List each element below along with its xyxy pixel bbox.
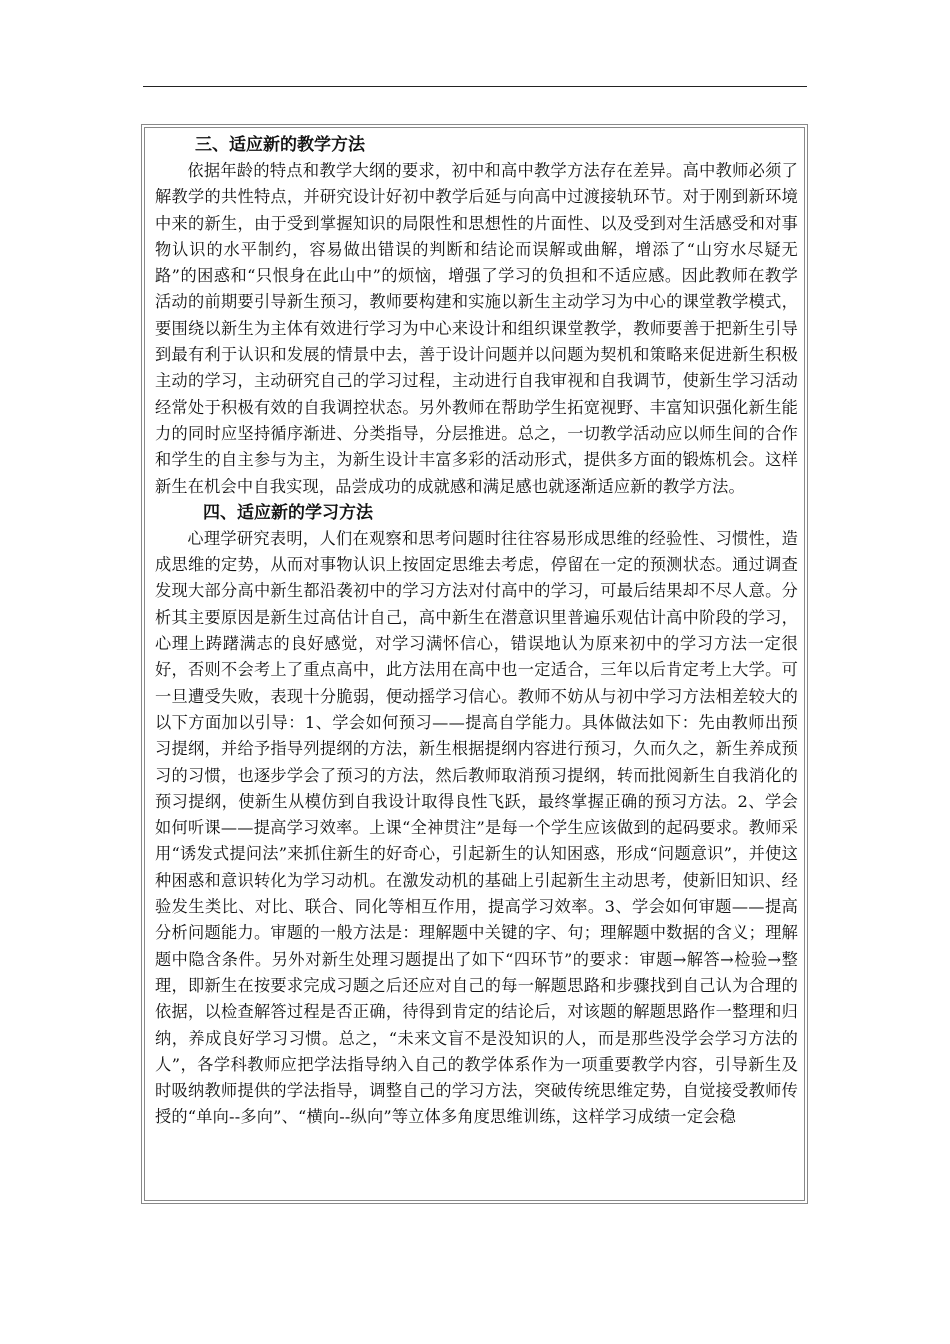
section-heading-3: 三、适应新的教学方法 <box>195 135 365 155</box>
section-heading-4: 四、适应新的学习方法 <box>203 502 373 523</box>
content-frame <box>141 124 808 1204</box>
content-frame-inner <box>144 127 805 1201</box>
section-body-4: 心理学研究表明，人们在观察和思考问题时往往容易形成思维的经验性、习惯性，造成思维的定势，从而对事物认识上按固定思维去考虑，停留在一定的预测状态。通过调查发现大部分高中新生都沿袭初中的学习方法对付高中的学习，可最后结果却不尽人意。分析其主要原因是新生过高估计自己，高中新生在潜意识里普遍乐观估计高中阶段的学习，心理上踌躇满志的良好感觉，对学习满怀信心，错误地认为原来初中的学习方法一定很好，否则不会考上了重点高中，此方法用在高中也一定适合，三年以后肯定考上大学。可一旦遭受失败，表现十分脆弱，便动摇学习信心。教师不妨从与初中学习方法相差较大的以下方面加以引导：1、学会如何预习——提高自学能力。具体做法如下：先由教师出预习提纲，并给予指导列提纲的方法，新生根据提纲内容进行预习，久而久之，新生养成预习的习惯，也逐步学会了预习的方法，然后教师取消预习提纲，转而批阅新生自我消化的预习提纲，使新生从模仿到自我设计取得良性飞跃，最终掌握正确的预习方法。2、学会如何听课——提高学习效率。上课“全神贯注”是每一个学生应该做到的起码要求。教师采用“诱发式提问法”来抓住新生的好奇心，引起新生的认知困惑，形成“问题意识”，并使这种困惑和意识转化为学习动机。在激发动机的基础上引起新生主动思考，使新旧知识、经验发生类比、对比、联合、同化等相互作用，提高学习效率。3、学会如何审题——提高分析问题能力。审题的一般方法是：理解题中关键的字、句；理解题中数据的含义；理解题中隐含条件。另外对新生处理习题提出了如下“四环节”的要求：审题→解答→检验→整理，即新生在按要求完成习题之后还应对自己的每一解题思路和步骤找到自己认为合理的依据，以检查解答过程是否正确，待得到肯定的结论后，对该题的解题思路作一整理和归纳，养成良好学习习惯。总之，“未来文盲不是没知识的人，而是那些没学会学习方法的人”，各学科教师应把学法指导纳入自己的教学体系作为一项重要教学内容，引导新生及时吸纳教师提供的学法指导，调整自己的学习方法，突破传统思维定势，自觉接受教师传授的“单向--多向”、“横向--纵向”等立体多角度思维训练，这样学习成绩一定会稳 <box>155 528 798 1127</box>
header-rule <box>143 86 807 87</box>
section-body-3: 依据年龄的特点和教学大纲的要求，初中和高中教学方法存在差异。高中教师必须了解教学的共性特点，并研究设计好初中教学后延与向高中过渡接轨环节。对于刚到新环境中来的新生，由于受到掌握知识的局限性和思想性的片面性、以及受到对生活感受和对事物认识的水平制约，容易做出错误的判断和结论而误解或曲解，增添了“山穷水尽疑无路”的困惑和“只恨身在此山中”的烦恼，增强了学习的负担和不适应感。因此教师在教学活动的前期要引导新生预习，教师要构建和实施以新生主动学习为中心的课堂教学模式，要围绕以新生为主体有效进行学习为中心来设计和组织课堂教学，教师要善于把新生引导到最有利于认识和发展的情景中去，善于设计问题并以问题为契机和策略来促进新生积极主动的学习，主动研究自己的学习过程，主动进行自我审视和自我调节，使新生学习活动经常处于积极有效的自我调控状态。另外教师在帮助学生拓宽视野、丰富知识强化新生能力的同时应坚持循序渐进、分类指导，分层推进。总之，一切教学活动应以师生间的合作和学生的自主参与为主，为新生设计丰富多彩的活动形式，提供多方面的锻炼机会。这样新生在机会中自我实现，品尝成功的成就感和满足感也就逐渐适应新的教学方法。 <box>155 161 798 496</box>
